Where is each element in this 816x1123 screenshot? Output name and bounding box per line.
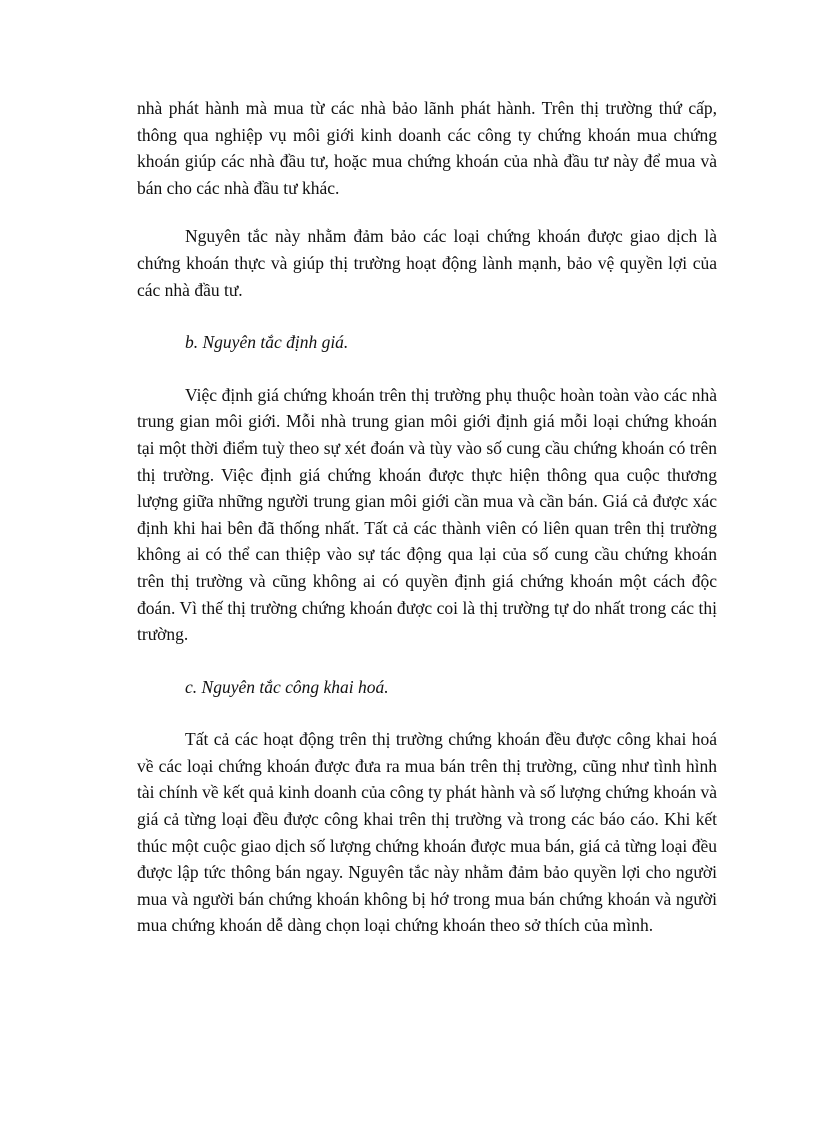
section-heading-pricing: b. Nguyên tắc định giá. — [185, 332, 349, 353]
spacer — [137, 303, 717, 329]
paragraph-disclosure: Tất cả các hoạt động trên thị trường chứng khoán đều được công khai hoá về các loại chứng khoán được đưa ra mua bán trên thị trường, cũng như tình hình tài chính về kết quả kinh doanh của công ty phát hành và số lượng chứng khoán và giá cả từng loại đều được công khai trên thị trường và trong các báo cáo. Khi kết thúc một cuộc giao dịch số lượng chứng khoán được mua bán, giá cả từng loại đều được lập tức thông bán ngay. Nguyên tắc này nhằm đảm bảo quyền lợi cho người mua và người bán chứng khoán không bị hớ trong mua bán chứng khoán và người mua chứng khoán dễ dàng chọn loại chứng khoán theo sở thích của mình. — [137, 729, 717, 936]
section-heading-disclosure: c. Nguyên tắc công khai hoá. — [185, 676, 389, 697]
paragraph-principle-summary: Nguyên tắc này nhằm đảm bảo các loại chứng khoán được giao dịch là chứng khoán thực và giúp thị trường hoạt động lành mạnh, bảo vệ quyền lợi của các nhà đầu tư. — [137, 226, 717, 300]
paragraph-pricing: Việc định giá chứng khoán trên thị trường phụ thuộc hoàn toàn vào các nhà trung gian môi giới. Mỗi nhà trung gian môi giới định giá mỗi loại chứng khoán tại một thời điểm tuỳ theo sự xét đoán và tùy vào số cung cầu chứng khoán có trên thị trường. Việc định giá chứng khoán được thực hiện thông qua cuộc thương lượng giữa những người trung gian môi giới cần mua và cần bán. Giá cả được xác định khi hai bên đã thống nhất. Tất cả các thành viên có liên quan trên thị trường không ai có thể can thiệp vào sự tác động qua lại của số cung cầu chứng khoán trên thị trường và cũng không ai có quyền định giá chứng khoán một cách độc đoán. Vì thế thị trường chứng khoán được coi là thị trường tự do nhất trong các thị trường. — [137, 384, 717, 645]
spacer — [137, 356, 717, 382]
spacer — [137, 700, 717, 726]
paragraph-intro: nhà phát hành mà mua từ các nhà bảo lãnh phát hành. Trên thị trường thứ cấp, thông qua nghiệp vụ môi giới kinh doanh các công ty chứng khoán mua chứng khoán giúp các nhà đầu tư, hoặc mua chứng khoán của nhà đầu tư này để mua và bán cho các nhà đầu tư khác. — [137, 98, 717, 198]
spacer — [137, 201, 717, 223]
spacer — [137, 648, 717, 674]
document-page — [137, 95, 717, 939]
